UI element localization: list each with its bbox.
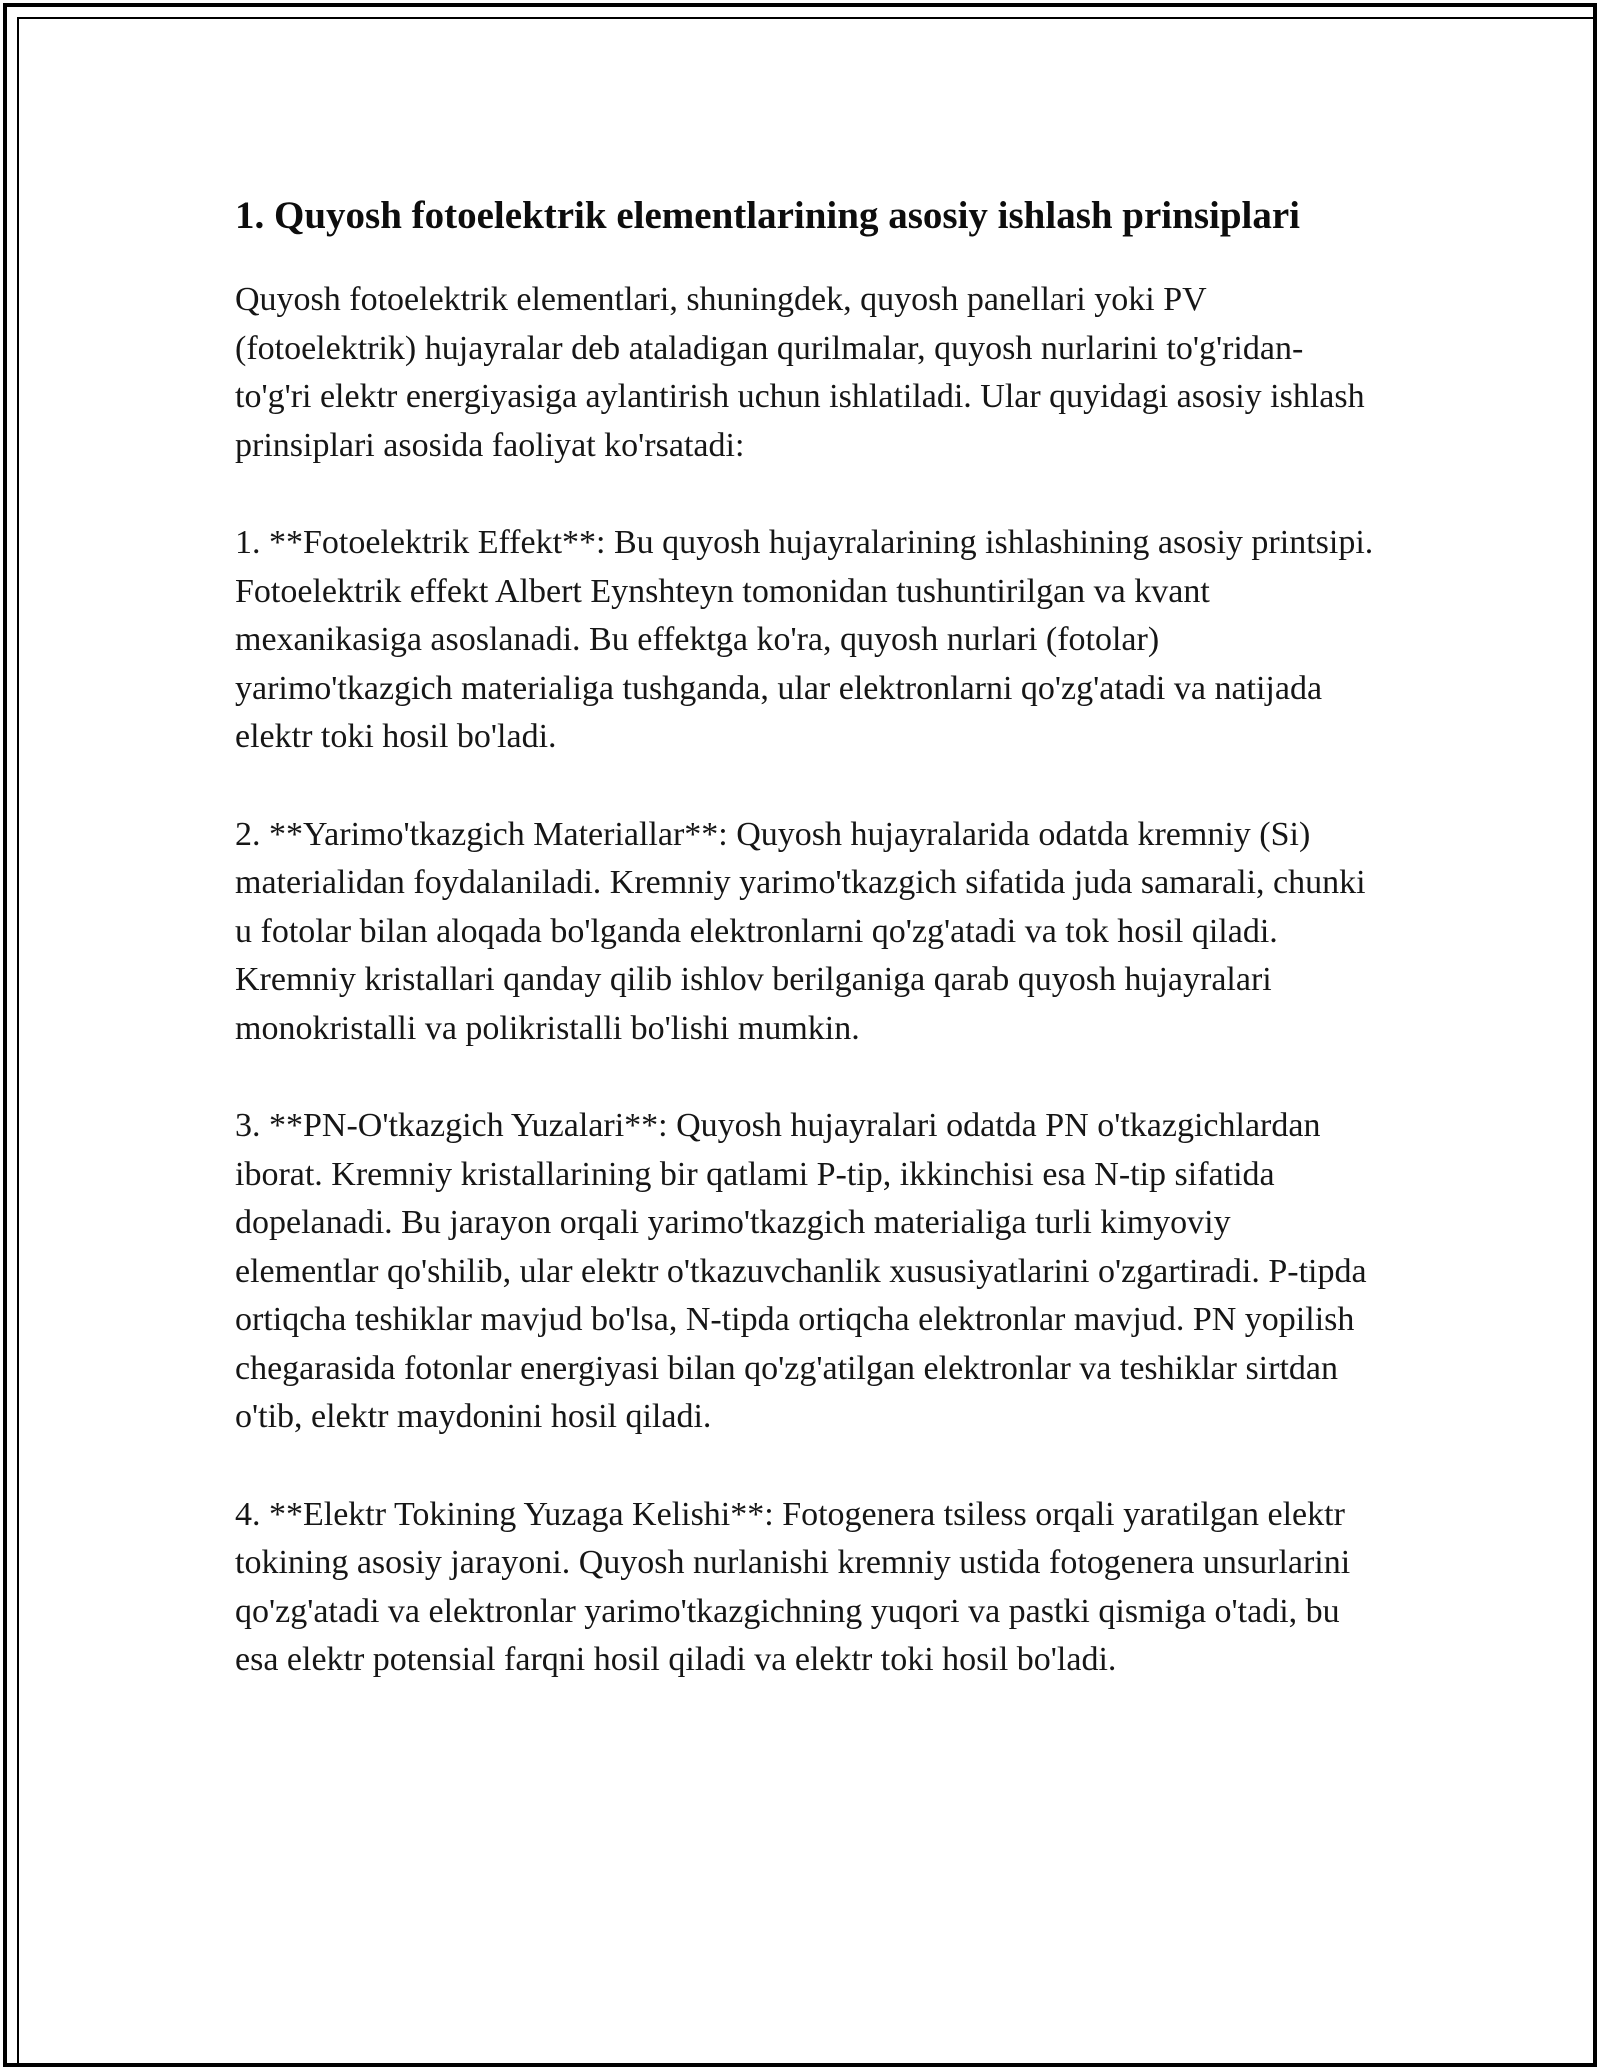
paragraph-electric-current: 4. **Elektr Tokining Yuzaga Kelishi**: Fotogenera tsiless orqali yaratilgan elektr tokining asosiy jarayoni. Quyosh nurlanishi kremniy ustida fotogenera unsurlarini qo'zg'atadi va elektronlar yarimo'tkazgichning yuqori va pastki qismiga o'tadi, bu esa elektr potensial farqni hosil qiladi va elektr toki hosil bo'ladi. [235, 1495, 1351, 1678]
document-title: 1. Quyosh fotoelektrik elementlarining asosiy ishlash prinsiplari [235, 194, 1301, 237]
paragraph-photoelectric-effect: 1. **Fotoelektrik Effekt**: Bu quyosh hujayralarining ishlashining asosiy printsipi. Fotoelektrik effekt Albert Eynshteyn tomonidan tushuntirilgan va kvant mexanikasiga asoslanadi. Bu effektga ko'ra, quyosh nurlari (fotolar) yarimo'tkazgich materialiga tushganda, ular elektronlarni qo'zg'atadi va natijada elektr toki hosil bo'ladi. [235, 524, 1374, 755]
paragraph-pn-junction: 3. **PN-O'tkazgich Yuzalari**: Quyosh hujayralari odatda PN o'tkazgichlardan iborat. Kremniy kristallarining bir qatlami P-tip, ikkinchisi esa N-tip sifatida dopelanadi. Bu jarayon orqali yarimo'tkazgich materialiga turli kimyoviy elementlar qo'shilib, ular elektr o'tkazuvchanlik xususiyatlarini o'zgartiradi. P-tipda ortiqcha teshiklar mavjud bo'lsa, N-tipda ortiqcha elektronlar mavjud. PN yopilish chegarasida fotonlar energiyasi bilan qo'zg'atilgan elektronlar va teshiklar sirtdan o'tib, elektr maydonini hosil qiladi. [235, 1107, 1367, 1435]
document-body [235, 188, 1375, 1685]
paragraph-semiconductor-materials: 2. **Yarimo'tkazgich Materiallar**: Quyosh hujayralarida odatda kremniy (Si) materialidan foydalaniladi. Kremniy yarimo'tkazgich sifatida juda samarali, chunki u fotolar bilan aloqada bo'lganda elektronlarni qo'zg'atadi va tok hosil qiladi. Kremniy kristallari qanday qilib ishlov berilganiga qarab quyosh hujayralari monokristalli va polikristalli bo'lishi mumkin. [235, 815, 1366, 1047]
intro-paragraph: Quyosh fotoelektrik elementlari, shuningdek, quyosh panellari yoki PV (fotoelektrik) hujayralar deb ataladigan qurilmalar, quyosh nurlarini to'g'ridan-to'g'ri elektr energiyasiga aylantirish uchun ishlatiladi. Ular quyidagi asosiy ishlash prinsiplari asosida faoliyat ko'rsatadi: [235, 281, 1365, 464]
